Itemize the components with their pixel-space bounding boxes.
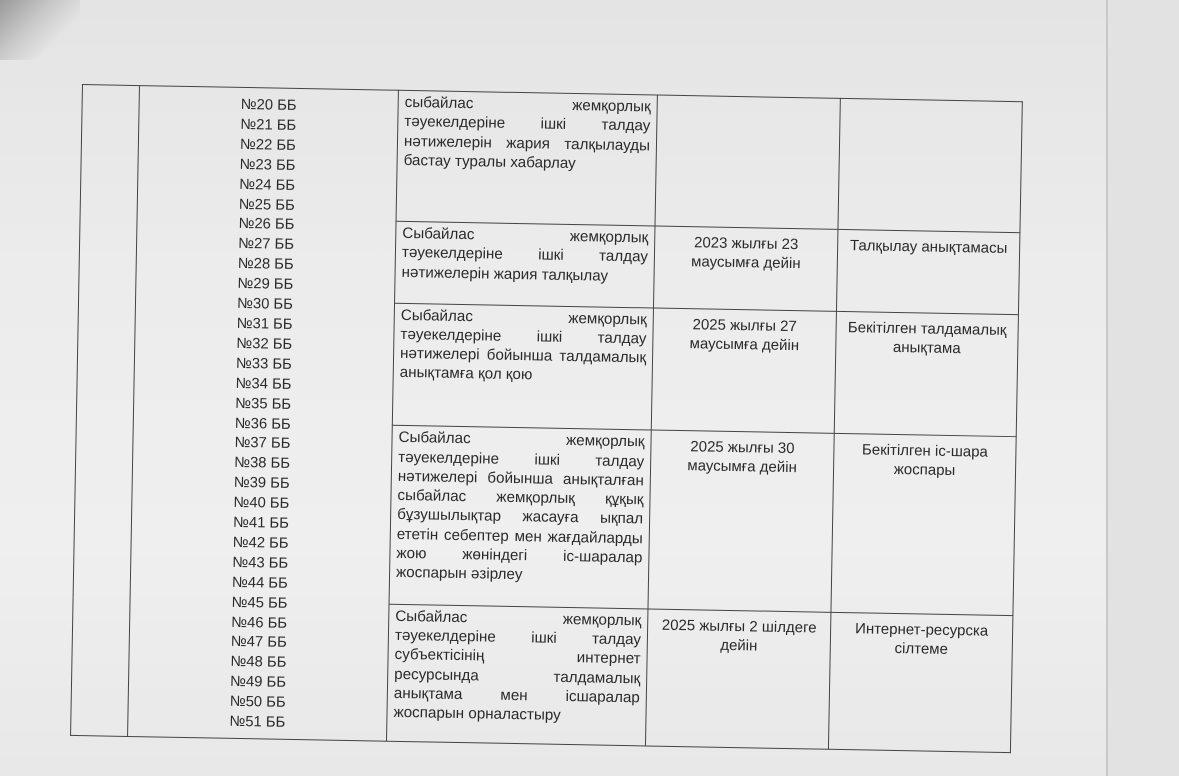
reference-item: №26 ББ bbox=[238, 216, 295, 234]
deadline-text bbox=[658, 96, 840, 105]
table-row bbox=[80, 85, 1022, 233]
reference-item: №25 ББ bbox=[238, 196, 295, 214]
result-text: Бекітілген іс-шара жоспары bbox=[861, 441, 988, 480]
action-cell bbox=[396, 90, 657, 226]
page-margin bbox=[1108, 0, 1179, 776]
result-cell bbox=[831, 434, 1016, 616]
result-cell bbox=[834, 311, 1018, 437]
reference-item: №40 ББ bbox=[233, 494, 290, 512]
action-text: Сыбайлас жемқорлық тәуекелдеріне ішкі талдау нәтижелері бойынша анықталған сыбайлас жемқорлық құқық бұзушылықтар жасауға ықпал ететін себептер мен жағдайларды жою жөніндегі іс-шаралар жоспарын әзірлеу bbox=[395, 429, 645, 584]
action-text: Сыбайлас жемқорлық тәуекелдеріне ішкі талдау нәтижелерін жария талқылау bbox=[401, 224, 649, 285]
result-cell bbox=[838, 98, 1022, 232]
reference-item: №48 ББ bbox=[230, 654, 287, 672]
reference-item: №42 ББ bbox=[232, 534, 289, 552]
reference-item: №34 ББ bbox=[235, 375, 292, 393]
reference-item: №43 ББ bbox=[232, 554, 289, 572]
reference-item: №29 ББ bbox=[237, 276, 294, 294]
reference-item: №47 ББ bbox=[230, 634, 287, 652]
reference-item: №27 ББ bbox=[238, 236, 295, 254]
reference-list bbox=[128, 86, 398, 736]
deadline-cell bbox=[653, 226, 837, 311]
reference-item: №31 ББ bbox=[236, 315, 293, 333]
action-text: Сыбайлас жемқорлық тәуекелдеріне ішкі талдау нәтижелері бойынша талдамалық анықтамға қол қою bbox=[399, 306, 647, 384]
reference-item: №51 ББ bbox=[229, 713, 286, 731]
reference-item: №22 ББ bbox=[239, 136, 296, 154]
action-cell bbox=[387, 604, 648, 746]
reference-item: №38 ББ bbox=[233, 455, 291, 473]
reference-item: №28 ББ bbox=[237, 256, 294, 274]
reference-item: №50 ББ bbox=[229, 694, 286, 712]
reference-column bbox=[128, 86, 399, 742]
reference-item: №33 ББ bbox=[235, 355, 292, 373]
action-cell bbox=[395, 221, 655, 307]
deadline-cell bbox=[645, 609, 830, 750]
action-cell bbox=[389, 426, 651, 609]
result-cell bbox=[828, 612, 1012, 753]
reference-item: №49 ББ bbox=[229, 674, 287, 692]
action-cell bbox=[392, 303, 653, 430]
reference-item: №23 ББ bbox=[239, 156, 296, 174]
deadline-text: 2025 жылғы 27 маусымға дейін bbox=[689, 315, 800, 354]
action-text: сыбайлас жемқорлық тәуекелдеріне ішкі талдау нәтижелерін жария талқылауды бастау туралы хабарлау bbox=[403, 93, 651, 172]
result-text: Бекітілген талдамалық анықтама bbox=[847, 318, 1007, 357]
deadline-text: 2025 жылғы 30 маусымға дейін bbox=[687, 438, 797, 477]
reference-item: №30 ББ bbox=[236, 295, 294, 313]
result-text: Талқылау анықтамасы bbox=[849, 237, 1008, 257]
reference-item: №35 ББ bbox=[235, 395, 292, 413]
action-text: Сыбайлас жемқорлық тәуекелдеріне ішкі талдау субъектісінің интернет ресурсында талдамалық анықтама мен ісшаралар жоспарын орналастыру bbox=[393, 607, 642, 725]
reference-item: №24 ББ bbox=[239, 176, 296, 194]
table-container bbox=[70, 84, 1017, 753]
plan-table bbox=[70, 84, 1023, 753]
reference-item: №32 ББ bbox=[236, 335, 293, 353]
deadline-cell bbox=[655, 95, 840, 229]
result-text: Интернет-ресурска сілтеме bbox=[854, 620, 989, 658]
deadline-cell bbox=[651, 308, 836, 434]
reference-item: №37 ББ bbox=[234, 435, 291, 453]
reference-item: №20 ББ bbox=[240, 96, 297, 114]
reference-item: №36 ББ bbox=[234, 415, 291, 433]
deadline-text: 2023 жылғы 23 маусымға дейін bbox=[690, 234, 801, 273]
deadline-text: 2025 жылғы 2 шілдеге дейін bbox=[661, 616, 817, 655]
reference-item: №39 ББ bbox=[233, 475, 290, 493]
reference-item: №21 ББ bbox=[240, 116, 297, 134]
reference-item: №46 ББ bbox=[231, 614, 288, 632]
page-corner-shadow bbox=[0, 0, 80, 60]
reference-item: №44 ББ bbox=[231, 574, 288, 592]
deadline-cell bbox=[648, 430, 834, 612]
result-cell bbox=[836, 229, 1019, 314]
reference-item: №45 ББ bbox=[231, 594, 288, 612]
result-text bbox=[841, 99, 1022, 108]
reference-item: №41 ББ bbox=[232, 514, 290, 532]
